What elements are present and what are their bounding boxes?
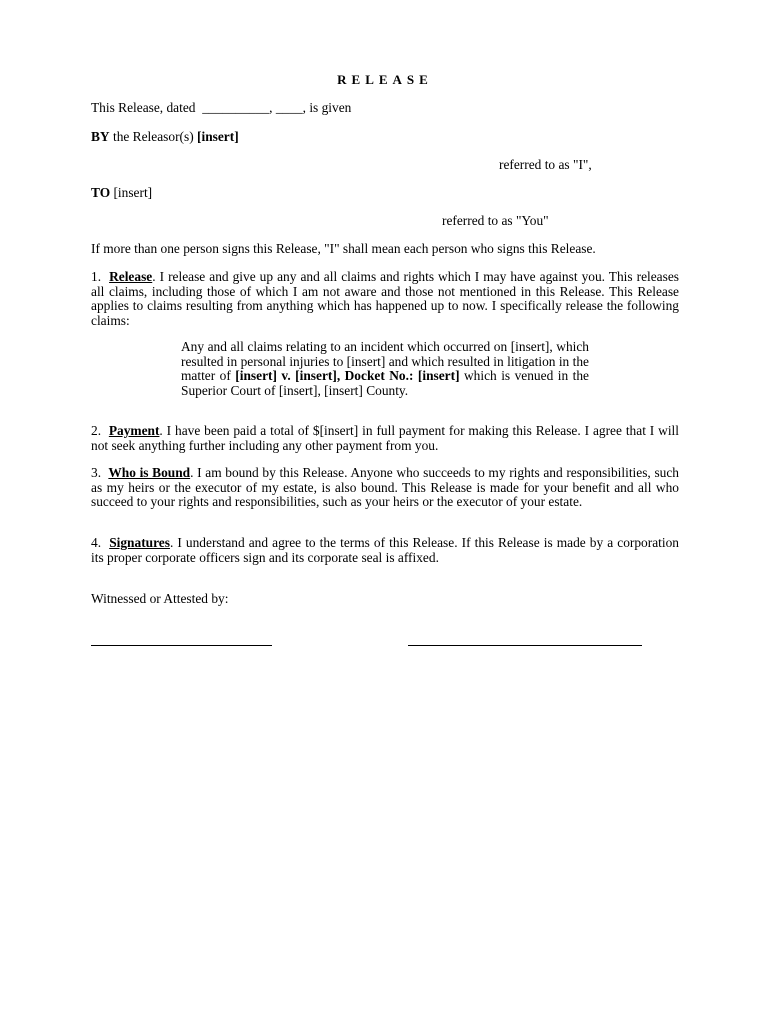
plural-clause: If more than one person signs this Release, "I" shall mean each person who signs this Release. (91, 241, 596, 256)
releasor-insert: [insert] (197, 129, 239, 144)
section-2-text: . I have been paid a total of $[insert] in full payment for making this Release. I agree that I will not seek anything further including any other payment from you. (91, 423, 679, 453)
releasor-signature-line (408, 645, 642, 646)
intro-line (91, 101, 351, 116)
section-signatures (91, 536, 679, 565)
section-4-text: . I understand and agree to the terms of this Release. If this Release is made by a corporation its proper corporate officers sign and its corporate seal is affixed. (91, 535, 679, 565)
by-text: the Releasor(s) (112, 129, 194, 144)
section-release (91, 270, 679, 328)
intro-text: This Release, dated (91, 100, 196, 115)
case-caption: [insert] v. [insert], Docket No.: [insert] (235, 368, 460, 384)
by-label: BY (91, 129, 110, 144)
intro-tail: , is given (302, 100, 352, 115)
claim-text-1: Any and all claims relating to an incident which occurred on [insert], which resulted in personal injuries to [insert] and which resulted in litigation in the matter of (181, 339, 589, 384)
section-2-number: 2. (91, 423, 102, 438)
section-3-heading: Who is Bound (108, 465, 191, 480)
section-3-number: 3. (91, 465, 102, 480)
referred-as-you: referred to as "You" (442, 213, 549, 228)
date-blank: __________ (202, 100, 270, 115)
section-1-number: 1. (91, 269, 102, 284)
section-3-text: . I am bound by this Release. Anyone who succeeds to my rights and responsibilities, such as my heirs or the executor of my estate, is also bound. This Release is made for your benefit and all who succeed to your rights and responsibilities, such as your heirs or the executor of your estate. (91, 465, 679, 510)
date-comma: , (269, 100, 273, 115)
section-who-is-bound (91, 466, 679, 510)
witness-label: Witnessed or Attested by: (91, 591, 229, 606)
releasee-line (91, 186, 152, 201)
claim-text-2: which is venued in the Superior Court of [insert], [insert] County. (181, 368, 589, 398)
year-blank: ____ (275, 100, 303, 115)
section-4-heading: Signatures (109, 535, 170, 550)
section-1-text: . I release and give up any and all claims and rights which I may have against you. This releases all claims, including those of which I am not aware and those not mentioned in this Release. This Release applies to claims resulting from anything which has happened up to now. I specifically release the following claims: (91, 269, 679, 328)
releasee-insert: [insert] (113, 185, 153, 200)
section-payment (91, 424, 679, 453)
section-2-heading: Payment (108, 423, 160, 438)
document-title: RELEASE (337, 72, 433, 87)
section-1-heading: Release (109, 269, 153, 284)
claim-description (181, 340, 589, 398)
section-4-number: 4. (91, 535, 102, 550)
witness-signature-line (91, 645, 272, 646)
referred-as-i: referred to as "I", (499, 157, 592, 172)
releasor-line (91, 130, 239, 145)
to-label: TO (91, 185, 111, 200)
